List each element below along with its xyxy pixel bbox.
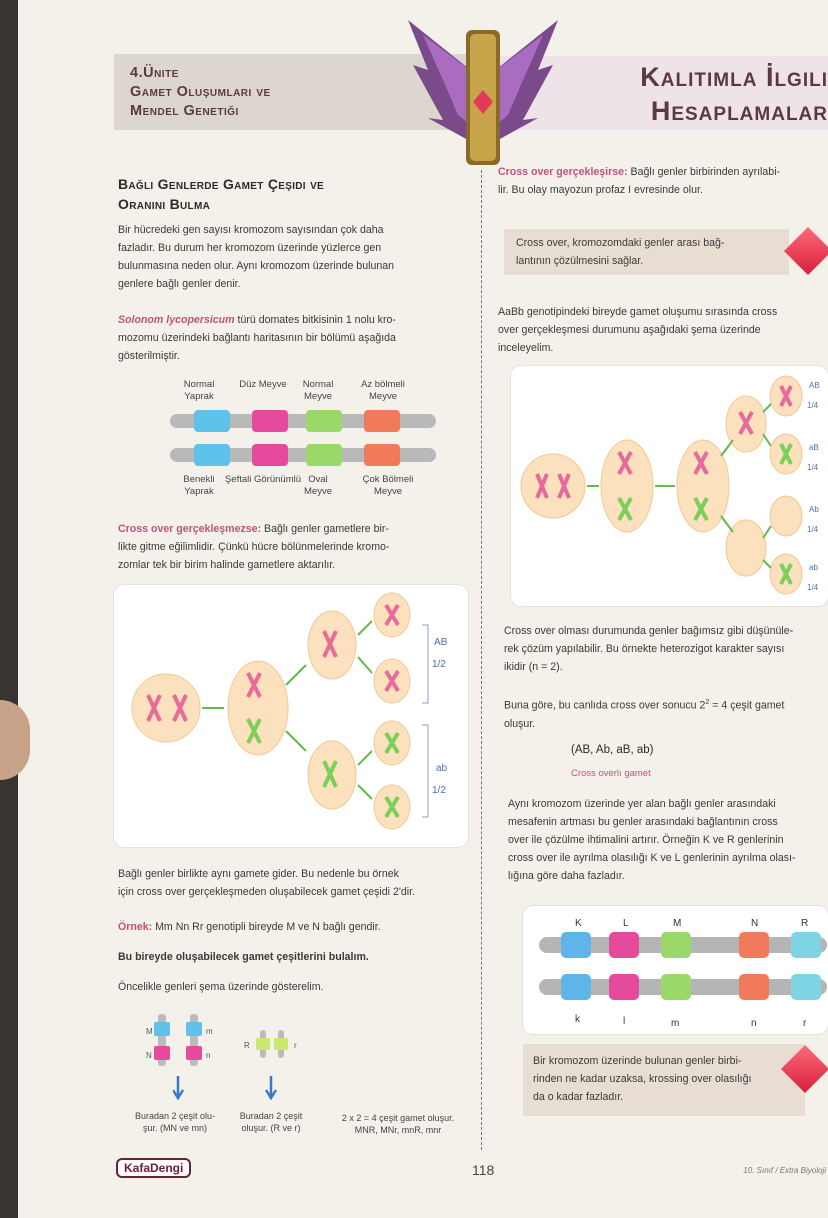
map-top-label: Düz Meyve [239,379,287,390]
crossover-yes-label: Cross over gerçekleşirse: [498,166,628,178]
text-line: Cross over olması durumunda genler bağımsız gibi düşünüle- [504,625,794,637]
gem-icon [784,227,828,275]
gene-band [252,410,288,432]
svg-text:M: M [673,918,682,929]
page-title [566,60,828,128]
text-line: da o kadar fazladır. [533,1091,624,1103]
winged-emblem-icon [398,10,568,170]
svg-text:r: r [294,1041,297,1050]
caption-line: oluşur. (R ve r) [241,1123,301,1133]
caption-line: MNR, MNr, mnR, mnr [354,1125,442,1135]
gamete-ratio: 1/4 [807,583,819,592]
svg-text:n: n [206,1051,211,1060]
question-line: Bu bireyde oluşabilecek gamet çeşitlerini bulalım. [118,951,369,963]
svg-text:n: n [751,1018,757,1029]
map-top-label: Normal Yaprak [183,379,215,402]
map-bottom-label: Çok Bölmeli Meyve [362,474,414,497]
text-line: over gerçekleşmesi durumunu aşağıdaki şema üzerinde [498,324,761,336]
gamete-label: Ab [809,505,819,514]
text-line: Aynı kromozom üzerinde yer alan bağlı genler arasındaki [508,798,776,810]
svg-text:R: R [801,918,809,929]
gamete-ratio: 1/4 [807,463,819,472]
gene-band [252,444,288,466]
text-line [498,163,818,181]
gamete-list-caption: Cross overlı gamet [571,768,651,779]
text-part: = 4 çeşit gamet [709,699,785,712]
species-paragraph [118,311,463,365]
example-label: Örnek: [118,921,153,933]
crossover-no-label: Cross over gerçekleşmezse: [118,523,262,535]
down-arrows [173,1076,293,1106]
cell-meiosis-1 [601,440,653,532]
aabb-paragraph [498,303,828,357]
text-line: rinden ne kadar uzaksa, krossing over olasılığı [533,1073,752,1085]
gamete-ratio: 1/4 [807,401,819,410]
chromosome-pair-diagram [168,408,438,468]
text-line: inceleyelim. [498,342,554,354]
example-text: Mm Nn Rr genotipli bireyde M ve N bağlı gendir. [152,921,381,933]
caption-line: 2 x 2 = 4 çeşit gamet oluşur. [341,1113,455,1123]
no-crossover-figure [114,585,468,847]
text-line: mesafenin artması bu genler arasındaki bağlantının cross [508,816,778,828]
klmnr-map-figure [523,906,828,1034]
caption-line: şur. (MN ve mn) [142,1123,207,1133]
text-line [118,311,463,329]
text-line: lığına göre daha fazladır. [508,870,625,882]
svg-text:l: l [623,1016,626,1027]
section-heading [118,174,458,214]
gamete-cell [770,496,802,536]
gene-band [194,444,230,466]
caption-line: Buradan 2 çeşit olu- [134,1111,216,1121]
column-divider [481,170,482,1150]
gamete-count-paragraph [504,694,828,733]
text-part: Buna göre, bu canlıda cross over sonucu 2 [504,699,706,712]
gene-band [364,410,400,432]
caption-r [226,1110,316,1134]
svg-text:m: m [671,1018,680,1029]
text-line: rek çözüm yapılabilir. Bu örnekte heterozigot karakter sayısı [504,643,785,655]
gamete-ab-ratio: 1/2 [432,659,446,670]
crossover-no-paragraph [118,520,468,574]
gamete-ab2-label: ab [436,763,448,774]
linkage-map-figure [168,376,438,506]
crossover-yes-paragraph [498,163,818,199]
text-line: lantının çözülmesini sağlar. [516,255,644,267]
text-line [504,694,828,715]
unit-line-2: Gamet Oluşumları ve [130,84,271,100]
map-bottom-label: Şeftali Görünümlü [224,474,302,485]
svg-text:R: R [244,1041,250,1050]
text-line: ikidir (n = 2). [504,661,563,673]
exponent: 2 [705,699,710,706]
crossover-yes-text: Bağlı genler birbirinden ayrılabi- [627,166,781,178]
caption-line: Buradan 2 çeşit [239,1111,303,1121]
species-rest: türü domates bitkisinin 1 nolu kro- [234,314,396,326]
info-box-text [516,234,786,270]
text-line: Cross over, kromozomdaki genler arası bağ- [516,237,725,249]
independent-genes-paragraph [504,622,828,676]
text-line: oluşur. [504,717,536,730]
gene-schema-diagram [138,1010,328,1070]
gamete-label: ab [809,563,818,572]
gamete-label: aB [809,443,819,452]
svg-text:M: M [146,1027,153,1036]
crossover-figure [511,366,828,606]
text-line: bulunmasına neden olur. Aynı kromozom üzerinde bulunan [118,260,395,272]
cell-meiosis-2 [726,520,766,576]
text-line: likte gitme eğilimlidir. Çünkü hücre bölünmelerinde kromo- [118,541,390,553]
map-top-label: Normal Meyve [302,379,334,402]
gene-band [194,410,230,432]
meiosis-diagram [114,585,468,847]
map-bottom-label: Oval Meyve [304,474,332,497]
first-step-line: Öncelikle genleri şema üzerinde gösterelim. [118,981,324,993]
cell-parent [521,454,585,518]
info-box-distance [523,1044,805,1116]
text-line: cross over ile ayrılma olasılığı K ve L genlerinin ayrılma olası- [508,852,796,864]
gamete-ab-label: AB [434,637,448,648]
species-name: Solonom lycopersicum [118,314,235,326]
gene-band [364,444,400,466]
svg-text:m: m [206,1027,213,1036]
caption-mn [120,1110,230,1134]
text-line: AaBb genotipindeki bireyde gamet oluşumu sırasında cross [498,306,778,318]
map-bottom-label: Benekli Yaprak [183,474,215,497]
text-line: Bağlı genler birlikte aynı gamete gider. Bu nedenle bu örnek [118,868,399,880]
svg-text:k: k [575,1014,580,1025]
example-line [118,918,473,936]
distance-paragraph [508,795,828,885]
gamete-ratio: 1/4 [807,525,819,534]
text-line: lir. Bu olay mayozun profaz I evresinde olur. [498,184,703,196]
crossover-meiosis-diagram [511,366,828,606]
unit-label [130,64,271,121]
gene-band [306,410,342,432]
text-line: mozomu üzerindeki bağlantı haritasının bir bölümü aşağıda [118,332,396,344]
svg-text:r: r [803,1018,807,1029]
text-line: gösterilmiştir. [118,350,180,362]
gene-band [306,444,342,466]
gamete-label: AB [809,381,820,390]
caption-total [318,1112,478,1136]
cell-parent [132,674,200,742]
text-line: genlere bağlı genler denir. [118,278,241,290]
svg-text:L: L [623,918,629,929]
section-heading-line-1: Bağlı Genlerde Gamet Çeşidi ve [118,176,325,192]
text-line [118,520,468,538]
map-top-label: Az bölmeli Meyve [361,379,405,402]
title-line-2: Hesaplamalar [650,96,828,126]
title-line-1: Kalıtımla İlgili [640,62,828,92]
crossover-no-text: Bağlı genler gametlere bir- [261,523,389,535]
page-number: 118 [472,1162,495,1178]
section-heading-line-2: Oranını Bulma [118,196,211,212]
brand-logo: KafaDengi [116,1158,191,1178]
unit-line-3: Mendel Genetiği [130,103,239,119]
svg-text:K: K [575,918,582,929]
info-box-crossover [504,229,789,275]
gamete-ab2-ratio: 1/2 [432,785,446,796]
linked-genes-paragraph [118,865,473,901]
book-page [18,0,828,1218]
klmnr-chromosome-diagram [523,906,828,1034]
text-line: için cross over gerçekleşmeden oluşabilecek gamet çeşidi 2'dir. [118,886,416,898]
bracket [422,625,428,703]
gamete-list: (AB, Ab, aB, ab) [571,744,654,756]
text-line: Bir kromozom üzerinde bulunan genler birbi- [533,1055,742,1067]
text-line: over ile çözülme ihtimalini artırır. Örneğin K ve R genlerinin [508,834,784,846]
cell-crossover [677,440,729,532]
text-line: Bir hücredeki gen sayısı kromozom sayısından çok daha [118,224,384,236]
footer-book-name: 10. Sınıf / Extra Biyoloji [743,1166,826,1175]
svg-text:N: N [146,1051,152,1060]
intro-paragraph [118,221,463,293]
info-box-text [533,1052,801,1106]
svg-text:N: N [751,918,759,929]
text-line: fazladır. Bu durum her kromozom üzerinde yüzlerce gen [118,242,382,254]
unit-line-1: 4.Ünite [130,65,179,81]
text-line: zomlar tek bir birim halinde gametlere aktarılır. [118,559,336,571]
bracket [422,725,428,817]
